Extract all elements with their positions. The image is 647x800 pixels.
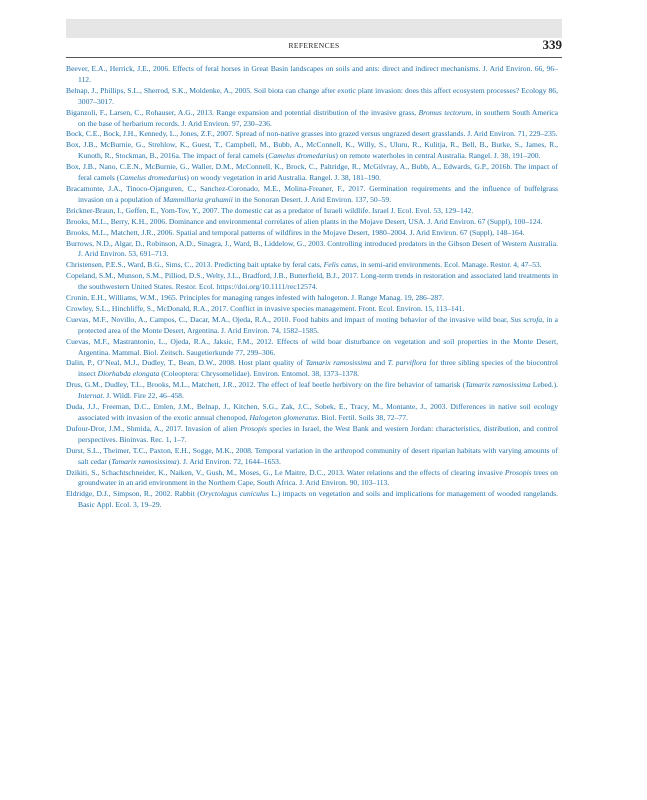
reference-text: Cuevas, M.F., Novillo, A., Campos, C., Dacar, M.A., Ojeda, R.A., 2010. Food habits and impact of rooting behavior of the invasive wild boar, — [66, 314, 511, 324]
reference-italic-text: Prosopis — [240, 423, 267, 433]
reference-entry[interactable] — [66, 129, 558, 140]
reference-italic-text: Tamarix ramosissima — [465, 380, 531, 390]
reference-text: Bock, C.E., Bock, J.H., Kennedy, L., Jones, Z.F., 2007. Spread of non-native grasses into grazed versus ungrazed desert grasslands. J. Arid Environ. 71, 229–235. — [66, 129, 558, 139]
reference-entry[interactable] — [66, 315, 558, 337]
reference-italic-text: Internat. — [78, 391, 105, 401]
reference-text: trees on groundwater in an arid environment in the Northern Cape, South Africa. J. Arid Environ. 90, 103–113. — [78, 467, 558, 488]
reference-text: Belnap, J., Phillips, S.L., Sherrod, S.K., Moldenke, A., 2005. Soil biota can change after exotic plant invasion: does this affect ecosystem processes? Ecology 86, 3007–3017. — [66, 85, 558, 106]
reference-text: Brooks, M.L., Matchett, J.R., 2006. Spatial and temporal patterns of wildfires in the Mojave Desert, 1980–2004. J. Arid Environ. 67 (Suppl), 148–164. — [66, 227, 525, 237]
reference-italic-text: Felis catus — [323, 260, 357, 270]
reference-text: in the Sonoran Desert. J. Arid Environ. 137, 50–59. — [232, 194, 392, 204]
reference-text: Cuevas, M.F., Mastrantonio, L., Ojeda, R.A., Jaksic, F.M., 2012. Effects of wild boar disturbance on vegetation and soil properties in the Monte Desert, Argentina. Mammal. Biol. Zeitsch. Saugetierkunde 77, 299–306. — [66, 336, 558, 357]
reference-entry[interactable] — [66, 358, 558, 380]
reference-text: Eldridge, D.J., Simpson, R., 2002. Rabbit ( — [66, 489, 200, 499]
reference-text: Duda, J.J., Freeman, D.C., Emlen, J.M., Belnap, J., Kitchen, S.G., Zak, J.C., Sobek, E., Tracy, M., Montante, J., 2003. Differences in native soil ecology associated with invasion of the exotic annual chenopod, — [66, 402, 558, 422]
reference-text: Brooks, M.L., Berry, K.H., 2006. Dominance and environmental correlates of alien plants in the Mojave Desert, USA. J. Arid Environ. 67 (Suppl), 100–124. — [66, 216, 543, 226]
reference-entry[interactable] — [66, 162, 558, 184]
reference-text: Box, J.B., McBurnie, G., Strehlow, K., Guest, T., Campbell, M., Bubb, A., McConnell, K., Willy, S., Uluru, R., Kulitja, R., Bell, B., Burke, S., James, R., Kunoth, R., Stockman, B., 2016a. The impact of feral camels ( — [66, 140, 558, 161]
reference-entry[interactable] — [66, 271, 558, 293]
page-number: 339 — [542, 37, 562, 52]
reference-text: Dufour-Dror, J.M., Shmida, A., 2017. Invasion of alien — [66, 423, 241, 433]
reference-text: L.) impacts on vegetation and soils and implications for management of wooded rangelands. Basic Appl. Ecol. 3, 19–29. — [78, 489, 559, 510]
reference-italic-text: Oryctolagus cuniculus — [199, 489, 269, 499]
reference-text: Biganzoli, F., Larsen, C., Rohauser, A.G., 2013. Range expansion and potential distribution of the invasive grass, — [66, 107, 419, 117]
reference-italic-text: Mammillaria grahamii — [163, 194, 233, 204]
reference-text: Lebed.). — [530, 380, 559, 390]
reference-entry[interactable] — [66, 446, 558, 468]
reference-entry[interactable] — [66, 424, 558, 446]
reference-text: ) on woody vegetation in arid Australia. Rangel. J. 38, 181–190. — [186, 173, 382, 183]
reference-italic-text: Prosopis — [504, 467, 532, 477]
reference-entry[interactable] — [66, 304, 558, 315]
reference-italic-text: Diorhabda elongata — [97, 369, 160, 379]
reference-entry[interactable] — [66, 228, 558, 239]
reference-entry[interactable] — [66, 380, 558, 402]
reference-entry[interactable] — [66, 184, 558, 206]
reference-entry[interactable] — [66, 337, 558, 359]
reference-text: (Coleoptera: Chrysomelidae). Environ. Entomol. 38, 1373–1378. — [159, 369, 360, 379]
reference-text: Copeland, S.M., Munson, S.M., Pilliod, D.S., Welty, J.L., Bradford, J.B., Butterfield, B.J., 2017. Long-term trends in restoration and associated land treatments in the southwestern United States. Restor. Ecol. https://doi.org/10.1111/rec12574. — [66, 271, 558, 292]
running-head: REFERENCES — [288, 41, 340, 50]
reference-italic-text: Camelus dromedarius — [119, 173, 187, 183]
reference-text: J. Wildl. Fire 22, 46–458. — [104, 391, 184, 401]
reference-entry[interactable] — [66, 140, 558, 162]
reference-entry[interactable] — [66, 86, 558, 108]
reference-text: Drus, G.M., Dudley, T.L., Brooks, M.L., Matchett, J.R., 2012. The effect of leaf beetle herbivory on the fire behavior of tamarisk ( — [66, 380, 466, 390]
reference-entry[interactable] — [66, 217, 558, 228]
reference-italic-text: T. parviflora — [387, 358, 427, 368]
reference-text: Christensen, P.E.S., Ward, B.G., Sims, C., 2013. Predicting bait uptake by feral cats, — [66, 260, 324, 270]
reference-text: Box, J.B., Nano, C.E.N., McBurnie, G., Waller, D.M., McConnell, K., Brock, C., Paltridge, R., McGilvray, A., Bubb, A., Edwards, G.P., 2016b. The impact of feral camels ( — [66, 162, 558, 183]
reference-text: and — [371, 358, 388, 368]
reference-italic-text: Camelus dromedarius — [268, 151, 336, 161]
header-band — [66, 19, 562, 38]
reference-entry[interactable] — [66, 206, 558, 217]
reference-entry[interactable] — [66, 260, 558, 271]
reference-text: Bracamonte, J.A., Tinoco-Ojanguren, C., Sanchez-Coronado, M.E., Molina-Freaner, F., 2017. Germination requirements and the influence of buffelgrass invasion on a population of — [66, 183, 558, 204]
reference-text: ) on remote waterholes in central Australia. Rangel. J. 38, 191–200. — [335, 151, 541, 161]
reference-entry[interactable] — [66, 489, 558, 511]
reference-list — [66, 64, 558, 511]
reference-text: . Biol. Fertil. Soils 38, 72–77. — [317, 413, 408, 422]
reference-italic-text: Tamarix ramosissima — [111, 456, 177, 466]
reference-text: ). J. Arid Environ. 72, 1644–1653. — [176, 456, 281, 466]
reference-text: species in Israel, the West Bank and western Jordan: characteristics, distribution, and control perspectives. Bioinvas. Rec. 1, 1–7. — [78, 423, 558, 444]
reference-text: Dzikiti, S., Schachtschneider, K., Naiken, V., Gush, M., Moses, G., Le Maitre, D.C., 2013. Water relations and the effects of clearing invasive — [66, 467, 505, 477]
reference-text: Crowley, S.L., Hinchliffe, S., McDonald, R.A., 2017. Conflict in invasive species management. Front. Ecol. Environ. 15, 113–141. — [66, 303, 465, 313]
reference-text: , in southern South America on the base of herbarium records. J. Arid Environ. 97, 230–236. — [78, 107, 558, 128]
reference-text: Burrows, N.D., Algar, D., Robinson, A.D., Sinagra, J., Ward, B., Liddelow, G., 2003. Controlling introduced predators in the Gibson Desert of Western Australia. J. Arid Environ. 53, 691–713. — [66, 238, 558, 259]
reference-entry[interactable] — [66, 468, 558, 490]
reference-text: Beever, E.A., Herrick, J.E., 2006. Effects of feral horses in Great Basin landscapes on soils and ants: direct and indirect mechanisms. J. Arid Environ. 66, 96–112. — [66, 64, 558, 84]
reference-italic-text: Halogeton glomeratus — [249, 413, 318, 422]
reference-italic-text: Tamarix ramosissima — [305, 358, 372, 368]
reference-entry[interactable] — [66, 64, 558, 86]
page-header — [66, 38, 562, 56]
reference-italic-text: Sus scrofa — [510, 314, 543, 324]
reference-text: Dalin, P., O’Neal, M.J., Dudley, T., Bean, D.W., 2008. Host plant quality of — [66, 358, 306, 368]
reference-italic-text: Bromus tectorum — [418, 107, 472, 117]
reference-text: Brickner-Braun, I., Geffen, E., Yom-Tov, Y., 2007. The domestic cat as a predator of Israeli wildlife. Israel J. Ecol. Evol. 53, 129–142. — [66, 205, 474, 215]
reference-text: Durst, S.L., Theimer, T.C., Paxton, E.H., Sogge, M.K., 2008. Temporal variation in the arthropod community of desert riparian habitats with varying amounts of salt cedar ( — [66, 445, 558, 466]
reference-entry[interactable] — [66, 108, 558, 130]
reference-text: , in semi-arid environments. Ecol. Manage. Restor. 4, 47–53. — [356, 260, 542, 270]
reference-entry[interactable] — [66, 293, 558, 304]
reference-entry[interactable] — [66, 402, 558, 424]
header-rule — [66, 57, 562, 58]
reference-text: for three sibling species of the biocontrol insect — [78, 358, 558, 379]
reference-text: Cronin, E.H., Williams, W.M., 1965. Principles for managing ranges infested with halogeton. J. Range Manag. 19, 286–287. — [66, 293, 444, 303]
reference-entry[interactable] — [66, 239, 558, 261]
reference-text: , in a protected area of the Monte Desert, Argentina. J. Arid Environ. 74, 1582–1585. — [78, 314, 559, 335]
